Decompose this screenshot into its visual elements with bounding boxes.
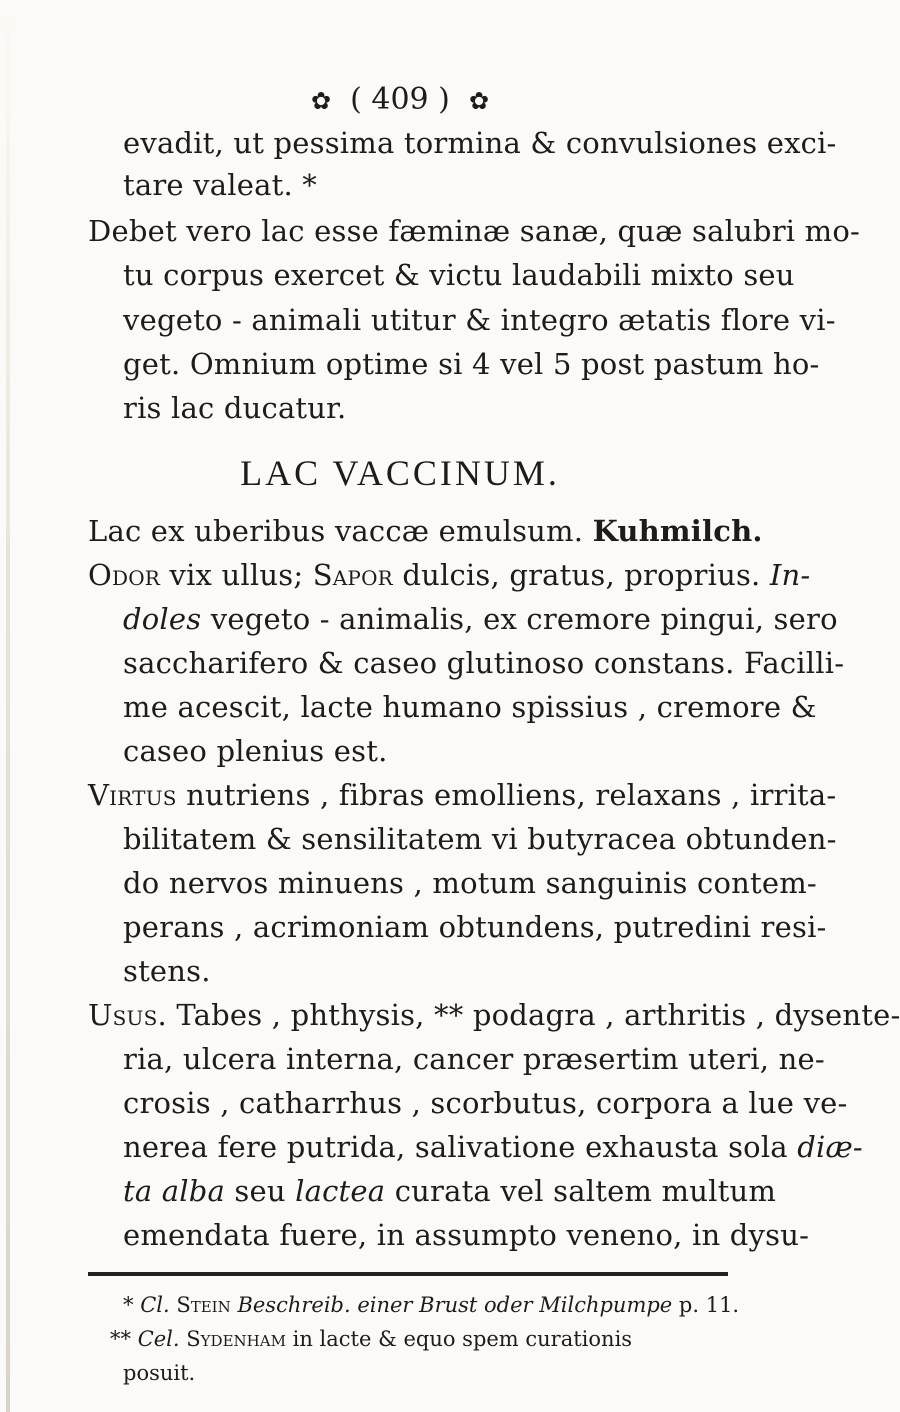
text-line: ris lac ducatur.	[123, 391, 347, 425]
footnote-prefix: Cel.	[137, 1327, 180, 1351]
text-line: me acescit, lacte humano spissius , cremore &	[123, 690, 817, 724]
virtus-line	[88, 776, 836, 814]
footnote-title: Beschreib. einer Brust oder Milchpumpe	[237, 1293, 673, 1317]
sapor-text: dulcis, gratus, proprius.	[402, 558, 761, 592]
footnote-page: p. 11.	[678, 1293, 740, 1317]
text-line: stens.	[123, 954, 211, 988]
seu-word: seu	[234, 1174, 286, 1208]
text-line	[123, 1172, 776, 1210]
text-line: tare valeat. *	[123, 168, 317, 202]
usus-tail: curata vel saltem multum	[394, 1174, 777, 1208]
text-line: Debet vero lac esse fæminæ sanæ, quæ salubri mo-	[88, 214, 861, 248]
text-line: ria, ulcera interna, cancer præsertim uteri, ne-	[123, 1042, 825, 1076]
text-line: perans , acrimoniam obtundens, putredini resi-	[123, 910, 827, 944]
usus-text: Tabes , phthysis, ** podagra , arthritis , dysente-	[176, 998, 900, 1032]
footnote-author: Stein	[176, 1293, 231, 1317]
footnote-mark: *	[123, 1293, 134, 1317]
sapor-label: Sapor	[312, 558, 393, 592]
usus-line	[88, 996, 900, 1034]
odor-text: vix ullus;	[169, 558, 304, 592]
footnote-1	[123, 1290, 739, 1320]
text-line	[123, 1128, 863, 1166]
indoles-label-cont: doles	[123, 602, 202, 636]
usus-label: Usus.	[88, 998, 167, 1032]
footnote-text: in lacte & equo spem curationis	[292, 1327, 633, 1351]
usus-line-text: nerea fere putrida, salivatione exhausta sola	[123, 1130, 788, 1164]
section-title: LAC VACCINUM.	[240, 453, 560, 493]
diaeta-term: diæ-	[797, 1130, 863, 1164]
text-line: vegeto - animali utitur & integro ætatis flore vi-	[123, 303, 836, 337]
text-line: get. Omnium optime si 4 vel 5 post pastum ho-	[123, 347, 820, 381]
german-term: Kuhmilch.	[592, 514, 763, 548]
lactea-term: lactea	[295, 1174, 386, 1208]
text-line: emendata fuere, in assumpto veneno, in dysu-	[123, 1218, 810, 1252]
odor-line	[88, 556, 810, 594]
flower-ornament-icon: ✿	[468, 87, 490, 115]
definition-text: Lac ex uberibus vaccæ emulsum.	[88, 514, 584, 548]
virtus-text: nutriens , fibras emolliens, relaxans , irrita-	[186, 778, 837, 812]
text-line: evadit, ut pessima tormina & convulsiones exci-	[123, 126, 837, 160]
footnote-2	[110, 1324, 632, 1354]
footnote-prefix: Cl.	[140, 1293, 170, 1317]
text-line: bilitatem & sensilitatem vi butyracea obtunden-	[123, 822, 837, 856]
odor-label: Odor	[88, 558, 161, 592]
page-header	[0, 82, 800, 117]
page-number: ( 409 )	[350, 82, 450, 117]
text-line: tu corpus exercet & victu laudabili mixto seu	[123, 258, 795, 292]
flower-ornament-icon: ✿	[310, 87, 332, 115]
virtus-label: Virtus	[88, 778, 177, 812]
text-line: do nervos minuens , motum sanguinis contem-	[123, 866, 817, 900]
footnote-2-cont: posuit.	[123, 1361, 196, 1385]
page-edge-shadow	[6, 0, 10, 1412]
text-line: caseo plenius est.	[123, 734, 388, 768]
definition-line	[88, 512, 763, 550]
footnote-author: Sydenham	[186, 1327, 286, 1351]
footnote-mark: **	[110, 1327, 131, 1351]
text-line: saccharifero & caseo glutinoso constans. Facilli-	[123, 646, 845, 680]
text-line	[123, 600, 838, 638]
diaeta-term-cont: ta alba	[123, 1174, 225, 1208]
odor-line-text: vegeto - animalis, ex cremore pingui, sero	[210, 602, 838, 636]
footnote-rule	[88, 1272, 728, 1276]
indoles-label: In-	[769, 558, 811, 592]
text-line: crosis , catharrhus , scorbutus, corpora a lue ve-	[123, 1086, 848, 1120]
